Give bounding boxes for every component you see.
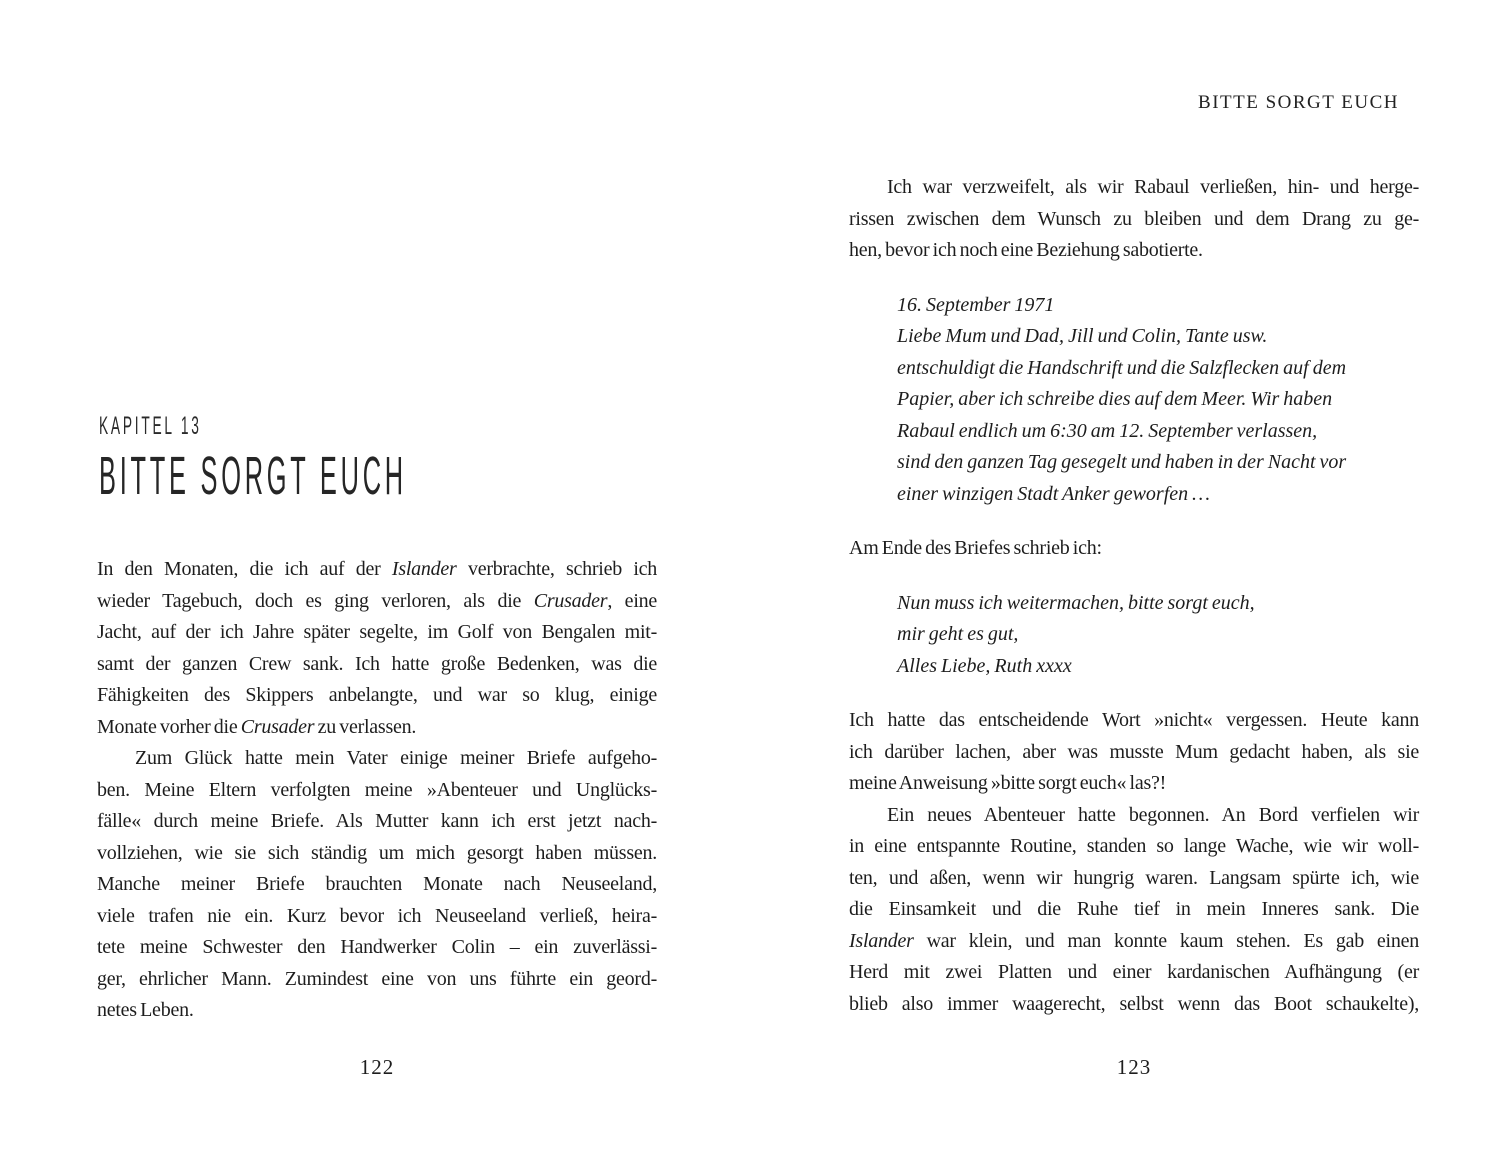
text-line: ich darüber lachen, aber was musste Mum gedacht haben, als sie	[849, 740, 1419, 763]
text-line: netes Leben.	[97, 999, 194, 1021]
text-line: Monate vorher die Crusader zu verlassen.	[97, 715, 417, 738]
text-line: Alles Liebe, Ruth xxxx	[897, 654, 1072, 677]
text-line: meine Anweisung »bitte sorgt euch« las?!	[849, 772, 1167, 794]
text-line: blieb also immer waagerecht, selbst wenn das Boot schaukelte),	[849, 992, 1419, 1015]
text-line: hen, bevor ich noch eine Beziehung sabotierte.	[849, 239, 1203, 261]
paragraph	[97, 743, 657, 1027]
text-line: ten, und aßen, wenn wir hungrig waren. Langsam spürte ich, wie	[849, 866, 1419, 889]
paragraph	[97, 554, 657, 743]
text-line: Papier, aber ich schreibe dies auf dem Meer. Wir haben	[897, 388, 1333, 410]
running-header: BITTE SORGT EUCH	[1198, 92, 1399, 113]
text-line: 16. September 1971	[897, 293, 1055, 316]
text-line: Ein neues Abenteuer hatte begonnen. An Bord verfielen wir	[887, 803, 1419, 826]
text-line: einer winzigen Stadt Anker geworfen …	[897, 482, 1210, 505]
page-right	[750, 0, 1500, 1167]
letter-excerpt	[897, 588, 1419, 683]
text-line: Ich hatte das entscheidende Wort »nicht« vergessen. Heute kann	[849, 709, 1419, 731]
text-line: tete meine Schwester den Handwerker Colin – ein zuverlässi-	[97, 936, 657, 958]
page-number-right: 123	[1116, 1055, 1152, 1079]
text-line: Fähigkeiten des Skippers anbelangte, und war so klug, einige	[97, 684, 657, 706]
paragraph	[849, 800, 1419, 1021]
text-line: wieder Tagebuch, doch es ging verloren, als die Crusader, eine	[97, 589, 657, 612]
text-line: rissen zwischen dem Wunsch zu bleiben und dem Drang zu ge-	[849, 207, 1419, 230]
text-line: entschuldigt die Handschrift und die Salzflecken auf dem	[897, 356, 1347, 379]
text-line: Am Ende des Briefes schrieb ich:	[849, 537, 1102, 559]
right-text-column	[849, 0, 1419, 1167]
text-line: samt der ganzen Crew sank. Ich hatte große Bedenken, was die	[97, 652, 657, 675]
text-line: Zum Glück hatte mein Vater einige meiner Briefe aufgeho-	[135, 747, 657, 769]
text-line: Islander war klein, und man konnte kaum stehen. Es gab einen	[849, 929, 1419, 952]
left-body-text	[97, 554, 657, 1027]
text-line: Herd mit zwei Platten und einer kardanischen Aufhängung (er	[849, 961, 1419, 983]
text-line: sind den ganzen Tag gesegelt und haben in der Nacht vor	[897, 451, 1347, 473]
text-line: vollziehen, wie sie sich ständig um mich gesorgt haben müssen.	[97, 841, 657, 864]
text-line: Nun muss ich weitermachen, bitte sorgt euch,	[897, 591, 1255, 614]
text-line: in eine entspannte Routine, standen so lange Wache, wie wir woll-	[849, 835, 1419, 857]
chapter-title: BITTE SORGT EUCH	[99, 446, 407, 506]
letter-excerpt	[897, 290, 1419, 511]
text-line: viele trafen nie ein. Kurz bevor ich Neuseeland verließ, heira-	[97, 904, 657, 927]
chapter-kicker: KAPITEL 13	[99, 412, 202, 440]
text-line: Liebe Mum und Dad, Jill und Colin, Tante usw.	[897, 325, 1268, 347]
left-text-column	[97, 0, 657, 1167]
text-line: Ich war verzweifelt, als wir Rabaul verließen, hin- und herge-	[887, 176, 1419, 198]
text-line: ben. Meine Eltern verfolgten meine »Abenteuer und Unglücks-	[97, 778, 657, 801]
right-body-text	[849, 172, 1419, 1020]
page-number-left: 122	[359, 1055, 395, 1079]
text-line: mir geht es gut,	[897, 623, 1019, 645]
text-line: ger, ehrlicher Mann. Zumindest eine von uns führte ein geord-	[97, 967, 657, 990]
text-line: Jacht, auf der ich Jahre später segelte, im Golf von Bengalen mit-	[97, 621, 657, 643]
paragraph	[849, 172, 1419, 267]
text-line: Manche meiner Briefe brauchten Monate nach Neuseeland,	[97, 873, 657, 895]
text-line: fälle« durch meine Briefe. Als Mutter kann ich erst jetzt nach-	[97, 810, 657, 832]
paragraph	[849, 705, 1419, 800]
text-line: Rabaul endlich um 6:30 am 12. September verlassen,	[897, 419, 1318, 442]
text-line: In den Monaten, die ich auf der Islander verbrachte, schrieb ich	[97, 558, 658, 580]
paragraph	[849, 533, 1419, 565]
text-line: die Einsamkeit und die Ruhe tief in mein Inneres sank. Die	[849, 898, 1419, 920]
